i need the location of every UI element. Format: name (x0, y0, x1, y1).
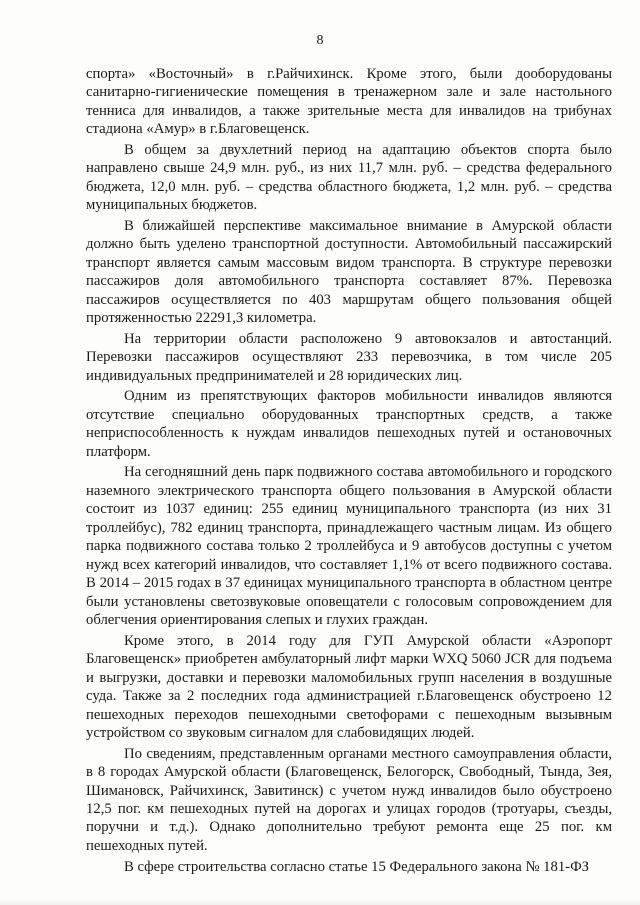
paragraph-vehicle-fleet: На сегодняшний день парк подвижного состава автомобильного и городского наземного электрического транспорта общего пользования в Амурской области состоит из 1037 единиц: 255 единиц муниципального транспорта (из них 31 троллейбус), 782 единиц транспорта, принадлежащего частным лицам. Из общего парка подвижного состава только 2 троллейбуса и 9 автобусов доступны с учетом нужд всех категорий инвалидов, что составляет 1,1% от всего подвижного состава. В 2014 – 2015 годах в 37 единицах муниципального транспорта в областном центре были установлены светозвуковые оповещатели с голосовым сопровождением для облегчения ориентирования слепых и глухих граждан. (86, 464, 612, 629)
paragraph-pedestrian-paths: По сведениям, представленным органами местного самоуправления области, в 8 городах Амурской области (Благовещенск, Белогорск, Свободный, Тында, Зея, Шимановск, Райчихинск, Завитинск) с учетом нужд инвалидов было обустроено 12,5 пог. км пешеходных путей на дорогах и улицах городов (тротуары, съезды, поручни и т.д.). Однако дополнительно требуют ремонта еще 25 пог. км пешеходных путей. (86, 745, 612, 854)
paragraph-bus-stations: На территории области расположено 9 автовокзалов и автостанций. Перевозки пассажиров осуществляют 233 перевозчика, в том числе 205 индивидуальных предпринимателей и 28 юридических лиц. (86, 330, 612, 384)
paragraph-sport-funding: В общем за двухлетний период на адаптацию объектов спорта было направлено свыше 24,9 млн. руб., из них 11,7 млн. руб. – средства федерального бюджета, 12,0 млн. руб. – средства областного бюджета, 1,2 млн. руб. – средства муниципальных бюджетов. (86, 142, 612, 214)
paragraph-mobility-barriers: Одним из препятствующих факторов мобильности инвалидов являются отсутствие специально оборудованных транспортных средств, а также неприспособленность к нуждам инвалидов пешеходных путей и остановочных платформ. (86, 388, 612, 460)
document-body (86, 65, 612, 876)
paragraph-sport-continuation: спорта» «Восточный» в г.Райчихинск. Кроме этого, были дооборудованы санитарно-гигиенические помещения в тренажерном зале и зале настольного тенниса для инвалидов, а также зрительные места для инвалидов на трибунах стадиона «Амур» в г.Благовещенск. (86, 66, 612, 138)
scan-bottom-edge (0, 899, 640, 905)
paragraph-transport-accessibility: В ближайшей перспективе максимальное внимание в Амурской области должно быть уделено транспортной доступности. Автомобильный пассажирский транспорт является самым массовым видом транспорта. В структуре перевозки пассажиров доля автомобильного транспорта составляет 87%. Перевозка пассажиров осуществляется по 403 маршрутам общего пользования общей протяженностью 22291,3 километра. (86, 218, 612, 327)
paragraph-airport-lift: Кроме этого, в 2014 году для ГУП Амурской области «Аэропорт Благовещенск» приобретен амбулаторный лифт марки WXQ 5060 JCR для подъема и выгрузки, доставки и перевозки маломобильных групп населения в воздушные суда. Также за 2 последних года администрацией г.Благовещенск обустроено 12 пешеходных переходов пешеходными светофорами с пешеходным вызывным устройством со звуковым сигналом для слабовидящих людей. (86, 632, 612, 741)
paragraph-construction: В сфере строительства согласно статье 15 Федерального закона № 181-ФЗ (124, 858, 590, 875)
page-number: 8 (316, 33, 324, 48)
